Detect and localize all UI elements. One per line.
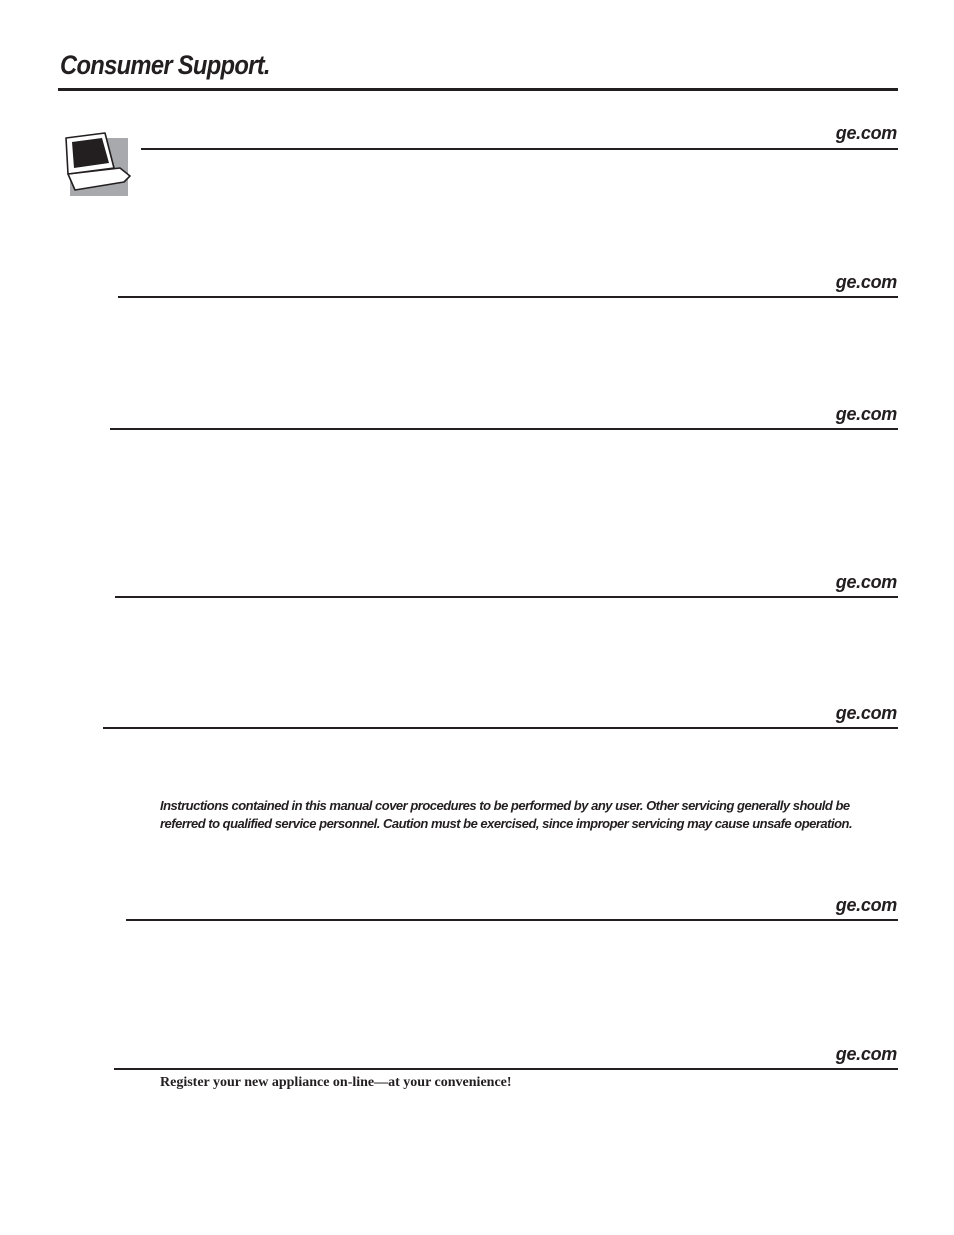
section-divider: [110, 428, 898, 430]
registration-note: Register your new appliance on-line—at your convenience!: [160, 1075, 512, 1090]
page-title: Consumer Support.: [60, 50, 270, 80]
laptop-icon: [62, 130, 132, 198]
ge-com-link-5[interactable]: ge.com: [835, 703, 897, 723]
section-divider: [115, 596, 898, 598]
section-divider: [118, 296, 898, 298]
section-divider: [103, 727, 898, 729]
title-divider: [58, 88, 898, 91]
section-divider: [141, 148, 898, 150]
ge-com-link-6[interactable]: ge.com: [835, 895, 897, 915]
ge-com-link-2[interactable]: ge.com: [835, 272, 897, 292]
ge-com-link-1[interactable]: ge.com: [835, 123, 897, 143]
service-caution-note: Instructions contained in this manual cover procedures to be performed by any user. Other servicing generally should be referred to qualified service personnel. Caution must be exercised, since improper servicing may cause unsafe operation.: [160, 798, 853, 831]
ge-com-link-3[interactable]: ge.com: [835, 404, 897, 424]
ge-com-link-4[interactable]: ge.com: [835, 572, 897, 592]
section-divider: [126, 919, 898, 921]
ge-com-link-7[interactable]: ge.com: [835, 1044, 897, 1064]
section-divider: [114, 1068, 898, 1070]
